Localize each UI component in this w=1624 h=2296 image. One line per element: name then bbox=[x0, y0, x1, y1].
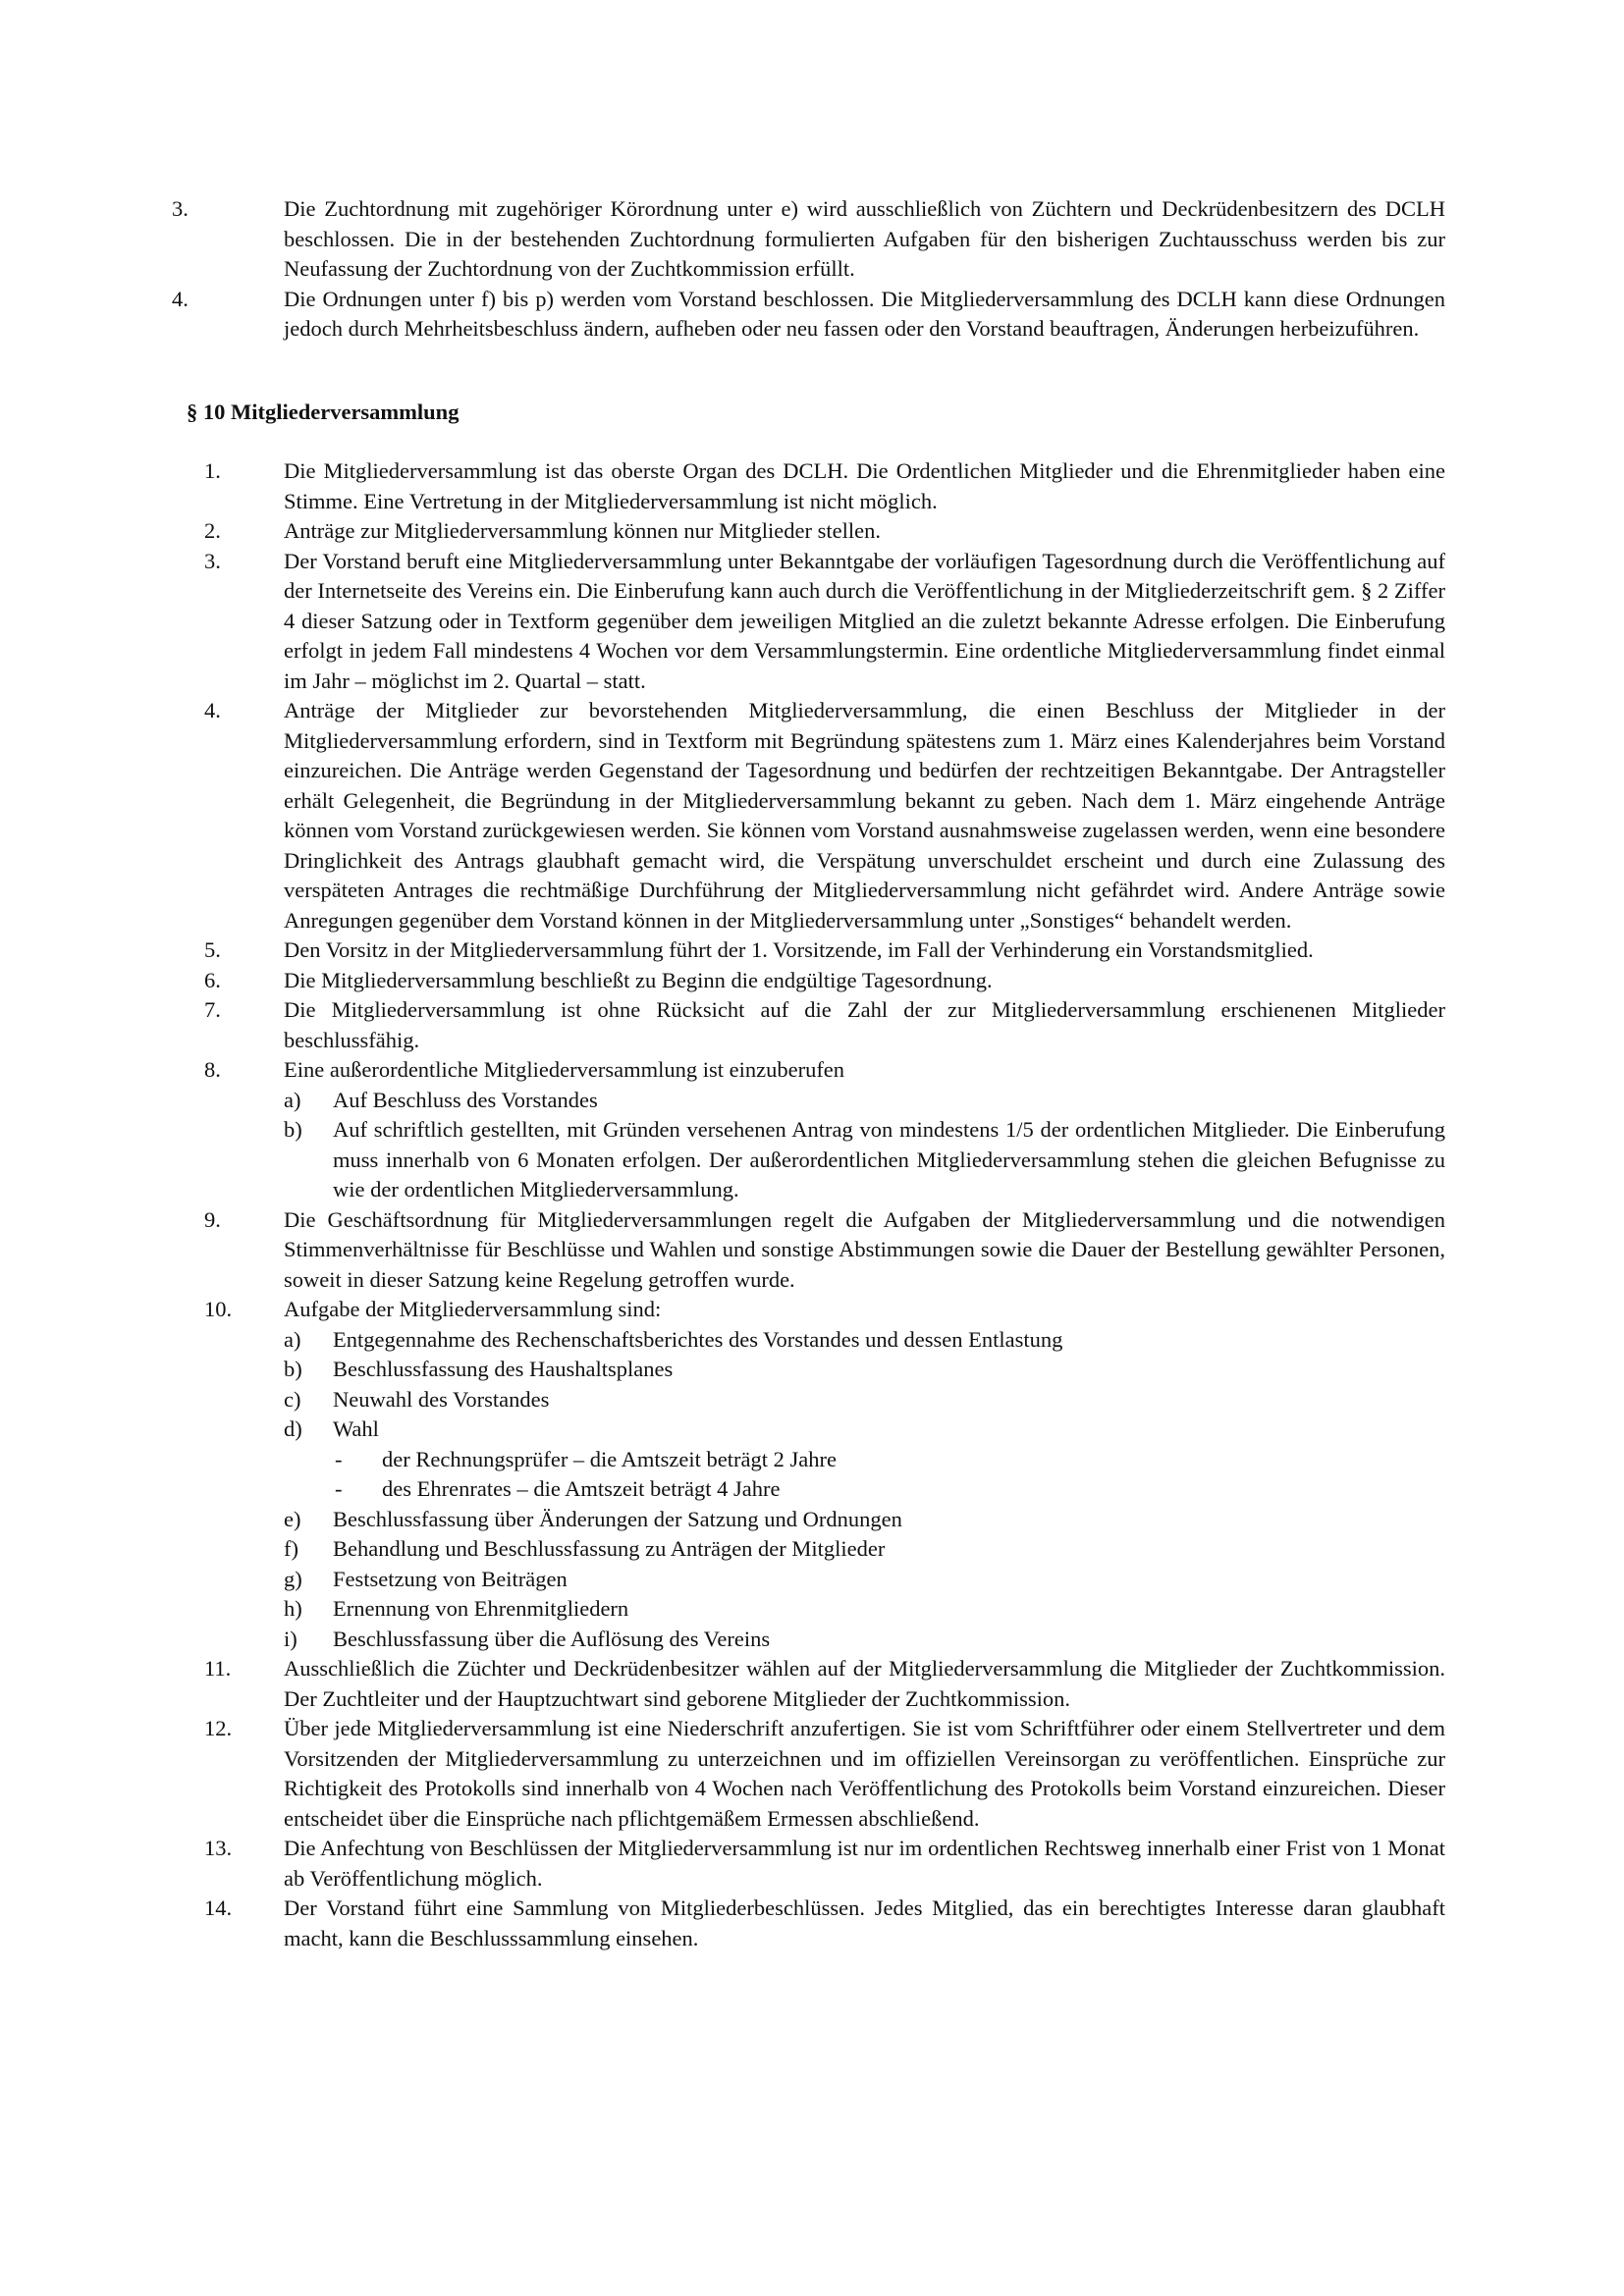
item-text: Der Vorstand führt eine Sammlung von Mitgliederbeschlüssen. Jedes Mitglied, das ein berechtigtes Interesse daran glaubhaft macht, kann die Beschlusssammlung einsehen. bbox=[284, 1896, 1445, 1950]
sub-item-letter: f) bbox=[284, 1536, 298, 1561]
list-item bbox=[172, 285, 1445, 345]
list-item bbox=[204, 547, 1445, 697]
item-number: 3. bbox=[172, 196, 189, 221]
sub-item-letter: b) bbox=[284, 1357, 302, 1381]
sub-item-text: Ernennung von Ehrenmitgliedern bbox=[333, 1596, 629, 1621]
item-number: 12. bbox=[204, 1716, 233, 1740]
item-text: Die Anfechtung von Beschlüssen der Mitgliederversammlung ist nur im ordentlichen Rechtsweg innerhalb einer Frist von 1 Monat ab Veröffentlichung möglich. bbox=[284, 1836, 1445, 1891]
list-item bbox=[204, 1894, 1445, 1953]
item-number: 11. bbox=[204, 1656, 232, 1681]
sub-item-text: Auf schriftlich gestellten, mit Gründen versehenen Antrag von mindestens 1/5 der ordentlichen Mitglieder. Die Einberufung muss innerhalb von 6 Monaten erfolgen. Der außerordentlichen Mitgliederversammlung stehen die gleichen Befugnisse zu wie der ordentlichen Mitgliederversammlung. bbox=[333, 1117, 1445, 1201]
sub-item-letter: a) bbox=[284, 1087, 301, 1112]
list-item bbox=[204, 1834, 1445, 1894]
list-item bbox=[204, 966, 1445, 996]
sub-item bbox=[284, 1355, 1445, 1385]
previous-section-list bbox=[172, 194, 1445, 345]
dash-item-text: der Rechnungsprüfer – die Amtszeit beträgt 2 Jahre bbox=[382, 1446, 837, 1471]
item-text: Anträge der Mitglieder zur bevorstehenden Mitgliederversammlung, die einen Beschluss der Mitglieder in der Mitgliederversammlung erfordern, sind in Textform mit Begründung spätestens zum 1. März eines Kalenderjahres beim Vorstand einzureichen. Die Anträge werden Gegenstand der Tagesordnung und bedürfen der rechtzeitigen Bekanntgabe. Der Antragsteller erhält Gelegenheit, die Begründung in der Mitgliederversammlung bekannt zu geben. Nach dem 1. März eingehende Anträge können vom Vorstand zurückgewiesen werden. Sie können vom Vorstand ausnahmsweise zugelassen werden, wenn eine besondere Dringlichkeit des Antrags glaubhaft gemacht wird, die Verspätung unverschuldet erscheint und durch eine Zulassung des verspäteten Antrages die rechtmäßige Durchführung der Mitgliederversammlung nicht gefährdet wird. Andere Anträge sowie Anregungen gegenüber dem Vorstand können in der Mitgliederversammlung unter „Sonstiges“ behandelt werden. bbox=[284, 698, 1445, 933]
dash-item bbox=[284, 1445, 1445, 1475]
sub-item bbox=[284, 1625, 1445, 1655]
section-10-list bbox=[204, 456, 1445, 1953]
item-number: 9. bbox=[204, 1206, 221, 1232]
item-number: 14. bbox=[204, 1896, 233, 1920]
item-text: Den Vorsitz in der Mitgliederversammlung führt der 1. Vorsitzende, im Fall der Verhinderung ein Vorstandsmitglied. bbox=[284, 937, 1314, 962]
item-number: 13. bbox=[204, 1836, 233, 1860]
list-item bbox=[204, 1055, 1445, 1205]
list-item bbox=[204, 1654, 1445, 1714]
item-number: 4. bbox=[204, 698, 221, 722]
dash-mark: - bbox=[335, 1446, 343, 1471]
item-text: Die Mitgliederversammlung ist das oberste Organ des DCLH. Die Ordentlichen Mitglieder und die Ehrenmitglieder haben eine Stimme. Eine Vertretung in der Mitgliederversammlung ist nicht möglich. bbox=[284, 458, 1445, 513]
item-text: Eine außerordentliche Mitgliederversammlung ist einzuberufen bbox=[284, 1057, 845, 1082]
dash-item bbox=[284, 1474, 1445, 1505]
item-text: Die Zuchtordnung mit zugehöriger Körordnung unter e) wird ausschließlich von Züchtern und Deckrüdenbesitzern des DCLH beschlossen. Die in der bestehenden Zuchtordnung formulierten Aufgaben für den bisherigen Zuchtausschuss werden bis zur Neufassung der Zuchtordnung von der Zuchtkommission erfüllt. bbox=[284, 196, 1445, 281]
item-number: 6. bbox=[204, 967, 221, 992]
item-number: 8. bbox=[204, 1057, 221, 1082]
sub-item-letter: g) bbox=[284, 1566, 302, 1591]
list-item bbox=[204, 696, 1445, 935]
list-item bbox=[204, 1714, 1445, 1834]
sub-item-letter: b) bbox=[284, 1117, 302, 1142]
sub-item-text: Neuwahl des Vorstandes bbox=[333, 1386, 550, 1412]
dash-mark: - bbox=[335, 1476, 343, 1501]
sub-item bbox=[284, 1115, 1445, 1205]
item-text: Die Ordnungen unter f) bis p) werden vom Vorstand beschlossen. Die Mitgliederversammlung des DCLH kann diese Ordnungen jedoch durch Mehrheitsbeschluss ändern, aufheben oder neu fassen oder den Vorstand beauftragen, Änderungen herbeizuführen. bbox=[284, 286, 1445, 341]
sub-item-text: Auf Beschluss des Vorstandes bbox=[333, 1087, 598, 1112]
item-text: Anträge zur Mitgliederversammlung können nur Mitglieder stellen. bbox=[284, 518, 881, 543]
sub-item bbox=[284, 1505, 1445, 1535]
sub-item-text: Wahl bbox=[333, 1416, 379, 1441]
item-number: 1. bbox=[204, 458, 221, 483]
sub-item bbox=[284, 1534, 1445, 1565]
item-number: 5. bbox=[204, 937, 221, 962]
dash-item-text: des Ehrenrates – die Amtszeit beträgt 4 Jahre bbox=[382, 1476, 781, 1501]
item-text: Der Vorstand beruft eine Mitgliederversammlung unter Bekanntgabe der vorläufigen Tagesordnung durch die Veröffentlichung auf der Internetseite des Vereins ein. Die Einberufung kann auch durch die Veröffentlichung in der Mitgliederzeitschrift gem. § 2 Ziffer 4 dieser Satzung oder in Textform gegenüber dem jeweiligen Mitglied an die zuletzt bekannte Adresse erfolgen. Die Einberufung erfolgt in jedem Fall mindestens 4 Wochen vor dem Versammlungstermin. Eine ordentliche Mitgliederversammlung findet einmal im Jahr – möglichst im 2. Quartal – statt. bbox=[284, 548, 1445, 693]
sub-item-text: Beschlussfassung über die Auflösung des Vereins bbox=[333, 1626, 771, 1651]
sub-item-text: Behandlung und Beschlussfassung zu Anträgen der Mitglieder bbox=[333, 1536, 886, 1561]
sub-item bbox=[284, 1086, 1445, 1116]
sub-item-letter: i) bbox=[284, 1626, 298, 1651]
sub-item-text: Entgegennahme des Rechenschaftsberichtes des Vorstandes und dessen Entlastung bbox=[333, 1326, 1063, 1352]
list-item bbox=[204, 995, 1445, 1055]
sub-item-letter: c) bbox=[284, 1386, 301, 1412]
sub-item bbox=[284, 1415, 1445, 1445]
item-number: 4. bbox=[172, 286, 189, 311]
item-text: Die Geschäftsordnung für Mitgliederversammlungen regelt die Aufgaben der Mitgliederversammlung und die notwendigen Stimmenverhältnisse für Beschlüsse und Wahlen und sonstige Abstimmungen sowie die Dauer der Bestellung gewählter Personen, soweit in dieser Satzung keine Regelung getroffen wurde. bbox=[284, 1206, 1445, 1292]
item-text: Die Mitgliederversammlung ist ohne Rücksicht auf die Zahl der zur Mitgliederversammlung erschienenen Mitglieder beschlussfähig. bbox=[284, 997, 1445, 1052]
sub-item-letter: a) bbox=[284, 1326, 301, 1352]
item-number: 3. bbox=[204, 548, 221, 573]
sub-item-letter: e) bbox=[284, 1506, 301, 1531]
item-text: Über jede Mitgliederversammlung ist eine Niederschrift anzufertigen. Sie ist vom Schriftführer oder einem Stellvertreter und dem Vorsitzenden der Mitgliederversammlung zu unterzeichnen und im offiziellen Vereinsorgan zu veröffentlichen. Einsprüche zur Richtigkeit des Protokolls sind innerhalb von 4 Wochen nach Veröffentlichung des Protokolls beim Vorstand einzureichen. Dieser entscheidet über die Einsprüche nach pflichtgemäßem Ermessen abschließend. bbox=[284, 1716, 1445, 1831]
list-item bbox=[204, 456, 1445, 516]
item-text: Ausschließlich die Züchter und Deckrüdenbesitzer wählen auf der Mitgliederversammlung die Mitglieder der Zuchtkommission. Der Zuchtleiter und der Hauptzuchtwart sind geborene Mitglieder der Zuchtkommission. bbox=[284, 1656, 1445, 1711]
list-item bbox=[204, 1295, 1445, 1654]
sub-item-text: Festsetzung von Beiträgen bbox=[333, 1566, 568, 1591]
sub-item-text: Beschlussfassung des Haushaltsplanes bbox=[333, 1357, 674, 1381]
section-heading: § 10 Mitgliederversammlung bbox=[187, 400, 460, 424]
sub-item bbox=[284, 1565, 1445, 1595]
item-number: 10. bbox=[204, 1297, 233, 1321]
item-number: 2. bbox=[204, 518, 221, 543]
sub-item bbox=[284, 1385, 1445, 1415]
item-number: 7. bbox=[204, 997, 221, 1022]
item-text: Aufgabe der Mitgliederversammlung sind: bbox=[284, 1297, 662, 1321]
sub-item-text: Beschlussfassung über Änderungen der Satzung und Ordnungen bbox=[333, 1506, 902, 1531]
sub-item bbox=[284, 1594, 1445, 1625]
item-text: Die Mitgliederversammlung beschließt zu Beginn die endgültige Tagesordnung. bbox=[284, 967, 993, 992]
list-item bbox=[204, 935, 1445, 966]
list-item bbox=[204, 1205, 1445, 1296]
sub-item bbox=[284, 1325, 1445, 1356]
list-item bbox=[204, 516, 1445, 547]
sub-item-letter: d) bbox=[284, 1416, 302, 1441]
list-item bbox=[172, 194, 1445, 285]
sub-item-letter: h) bbox=[284, 1596, 302, 1621]
